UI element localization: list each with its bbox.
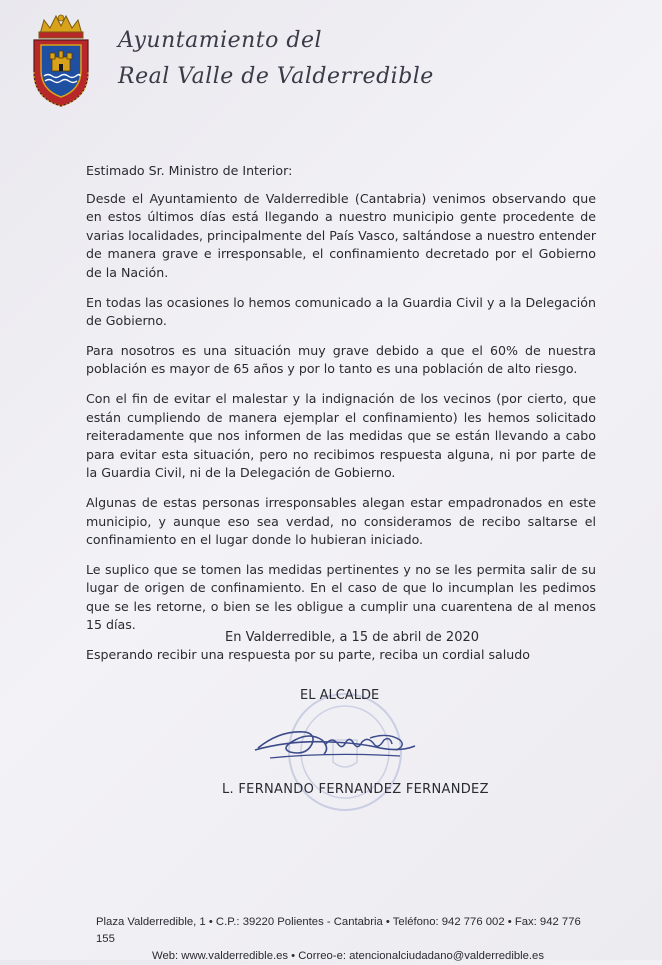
coat-of-arms-icon bbox=[30, 12, 92, 108]
handwritten-signature bbox=[250, 718, 420, 773]
letter-footer bbox=[80, 914, 600, 965]
paragraph: Esperando recibir una respuesta por su parte, reciba un cordial saludo bbox=[86, 647, 530, 663]
paragraph: En todas las ocasiones lo hemos comunicado a la Guardia Civil y a la Delegación de Gobierno. bbox=[86, 294, 596, 329]
org-name-line2: Real Valle de Valderredible bbox=[118, 64, 434, 89]
letter-body bbox=[86, 162, 596, 676]
footer-address: Plaza Valderredible, 1 • C.P.: 39220 Polientes - Cantabria • Teléfono: 942 776 002 • Fax: 942 776 155 bbox=[96, 916, 581, 945]
paragraph: Con el fin de evitar el malestar y la indignación de los vecinos (por cierto, que están cumpliendo de manera ejemplar el confinamiento) les hemos solicitado reiteradamente que nos informen de las medidas que se están llevando a cabo para evitar esta situación, pero no recibimos respuesta alguna, ni por parte de la Guardia Civil, ni de la Delegación de Gobierno. bbox=[86, 390, 596, 481]
date-line: En Valderredible, a 15 de abril de 2020 bbox=[225, 630, 480, 645]
org-name-line1: Ayuntamiento del bbox=[118, 28, 323, 53]
footer-contact: Web: www.valderredible.es • Correo-e: atencionalciudadano@valderredible.es bbox=[152, 950, 544, 962]
paragraph: Le suplico que se tomen las medidas pertinentes y no se les permita salir de su lugar de origen de confinamiento. En el caso de que lo incumplan les pedimos que se les retorne, o bien se les obligue a cumplir una cuarentena de al menos 15 días. bbox=[86, 561, 596, 633]
paragraph: Para nosotros es una situación muy grave debido a que el 60% de nuestra población es mayor de 65 años y por lo tanto es una población de alto riesgo. bbox=[86, 342, 596, 377]
salutation: Estimado Sr. Ministro de Interior: bbox=[86, 163, 293, 178]
paragraph: Desde el Ayuntamiento de Valderredible (Cantabria) venimos observando que en estos últimos días está llegando a nuestro municipio gente procedente de varias localidades, principalmente del País Vasco, saltándose a nuestro entender de manera grave e irresponsable, el confinamiento decretado por el Gobierno de la Nación. bbox=[86, 190, 596, 280]
mayor-name: L. FERNANDO FERNANDEZ FERNANDEZ bbox=[222, 782, 489, 797]
organization-name bbox=[118, 28, 434, 90]
mayor-title: EL ALCALDE bbox=[300, 688, 380, 703]
paragraph: Algunas de estas personas irresponsables alegan estar empadronados en este municipio, y aunque eso sea verdad, no consideramos de recibo saltarse el confinamiento en el lugar donde lo hubieran iniciado. bbox=[86, 494, 596, 548]
